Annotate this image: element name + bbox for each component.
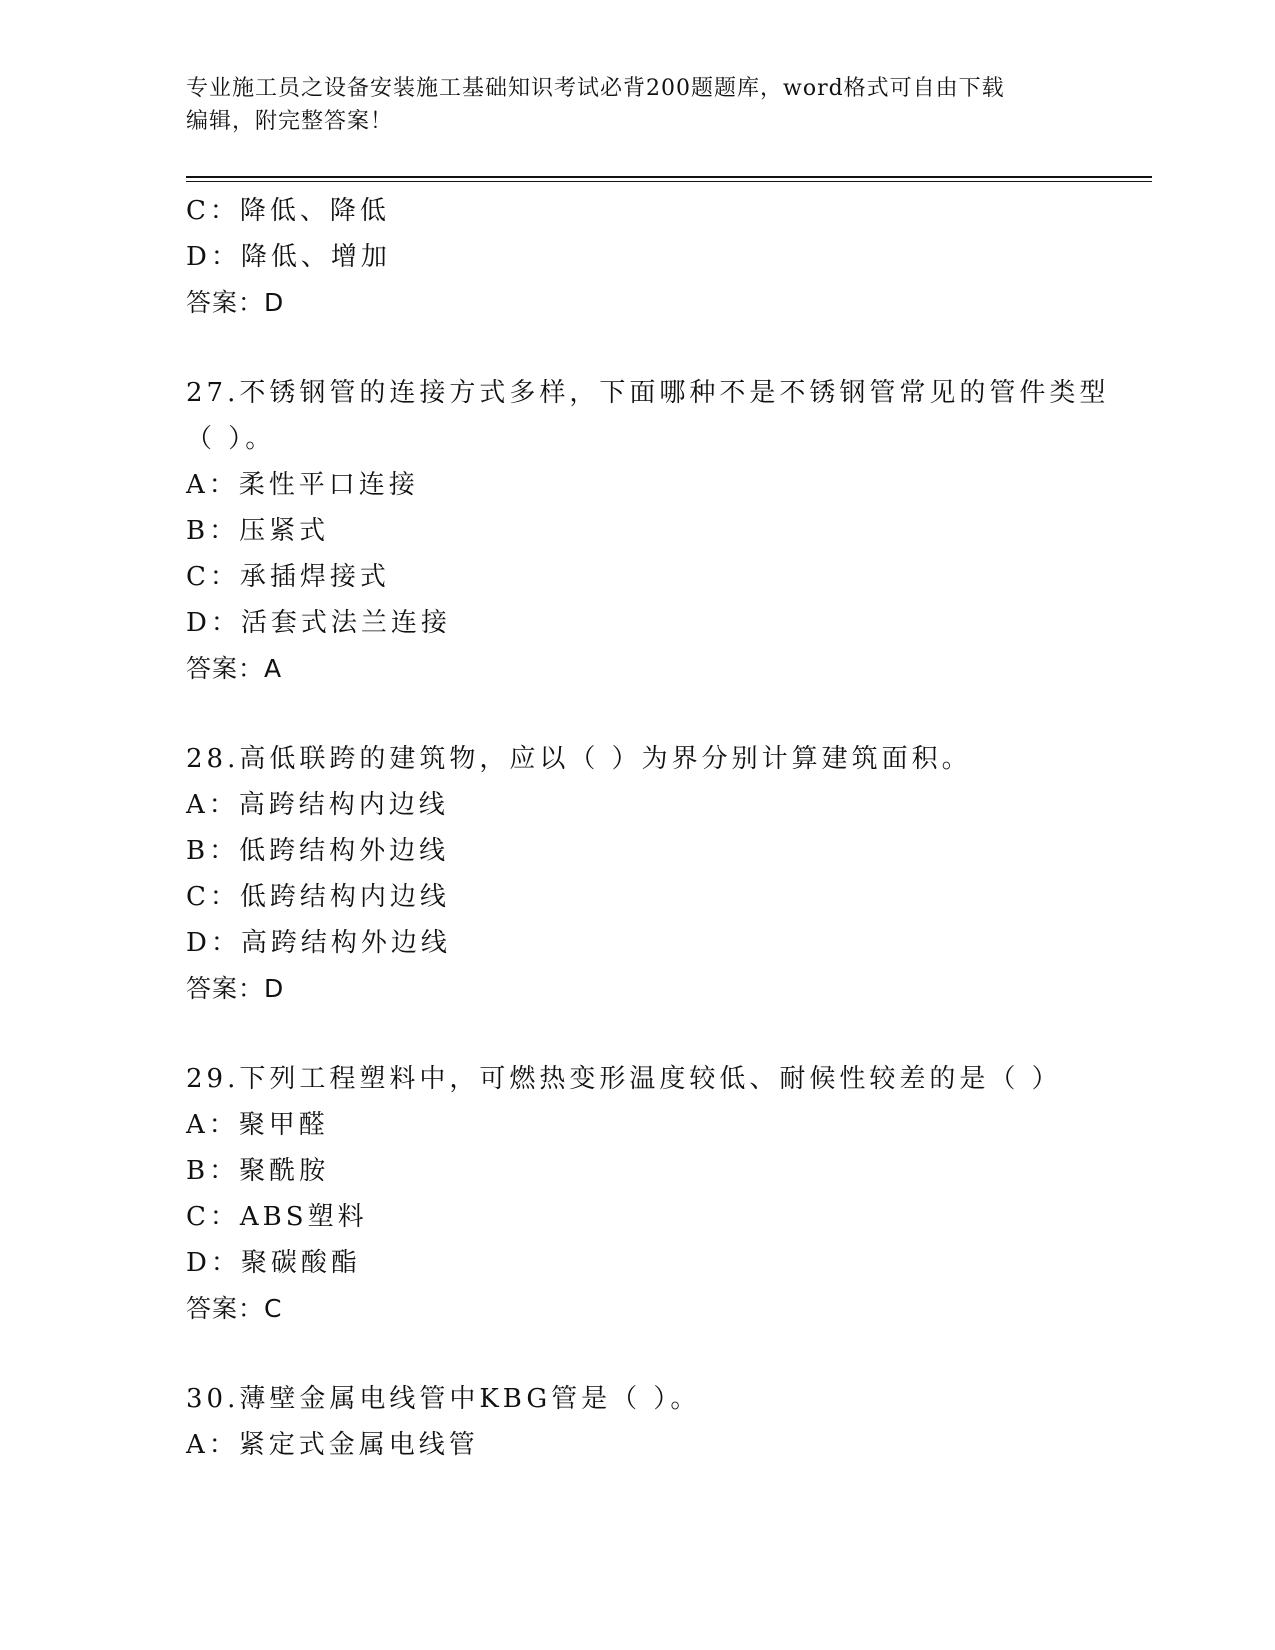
question-27: [186, 370, 1146, 692]
question-29: [186, 1056, 1146, 1332]
option-b: B：聚酰胺: [186, 1156, 330, 1186]
answer-line: 答案：D: [186, 974, 285, 1003]
question-stem: 30.薄壁金属电线管中KBG管是（ ）。: [186, 1384, 701, 1414]
answer-line: 答案：C: [186, 1294, 283, 1323]
option-b: B：压紧式: [186, 516, 330, 546]
option-a: A：紧定式金属电线管: [186, 1430, 479, 1460]
option-d: D：降低、增加: [186, 242, 391, 272]
question-28: [186, 736, 1146, 1012]
option-a: A：柔性平口连接: [186, 470, 419, 500]
spacer: [186, 692, 1146, 736]
option-d: D：活套式法兰连接: [186, 608, 451, 638]
option-a: A：聚甲醛: [186, 1110, 329, 1140]
page-header: [186, 72, 1086, 138]
spacer: [186, 1012, 1146, 1056]
option-c: C：承插焊接式: [186, 562, 390, 592]
option-a: A：高跨结构内边线: [186, 790, 449, 820]
header-title-line-2: 编辑，附完整答案！: [186, 109, 394, 134]
answer-line: 答案：A: [186, 654, 283, 683]
option-c: C：低跨结构内边线: [186, 882, 450, 912]
question-stem: 28.高低联跨的建筑物，应以（ ）为界分别计算建筑面积。: [186, 744, 972, 774]
header-title-line-1: 专业施工员之设备安装施工基础知识考试必背200题题库，word格式可自由下载: [186, 76, 1005, 101]
answer-line: 答案：D: [186, 288, 285, 317]
question-30: [186, 1376, 1146, 1468]
option-b: B：低跨结构外边线: [186, 836, 450, 866]
spacer: [186, 326, 1146, 370]
header-rule-thick: [186, 176, 1152, 178]
question-26-tail: [186, 188, 1146, 326]
option-d: D：高跨结构外边线: [186, 928, 451, 958]
question-list: [186, 188, 1146, 1468]
spacer: [186, 1332, 1146, 1376]
option-d: D：聚碳酸酯: [186, 1248, 361, 1278]
option-c: C：ABS塑料: [186, 1202, 368, 1232]
question-stem: 27.不锈钢管的连接方式多样，下面哪种不是不锈钢管常见的管件类型: [186, 378, 1110, 408]
header-rule-thin: [186, 181, 1152, 182]
question-stem: 29.下列工程塑料中，可燃热变形温度较低、耐候性较差的是（ ）: [186, 1064, 1062, 1094]
question-stem-continued: （ ）。: [186, 424, 276, 454]
option-c: C：降低、降低: [186, 196, 390, 226]
